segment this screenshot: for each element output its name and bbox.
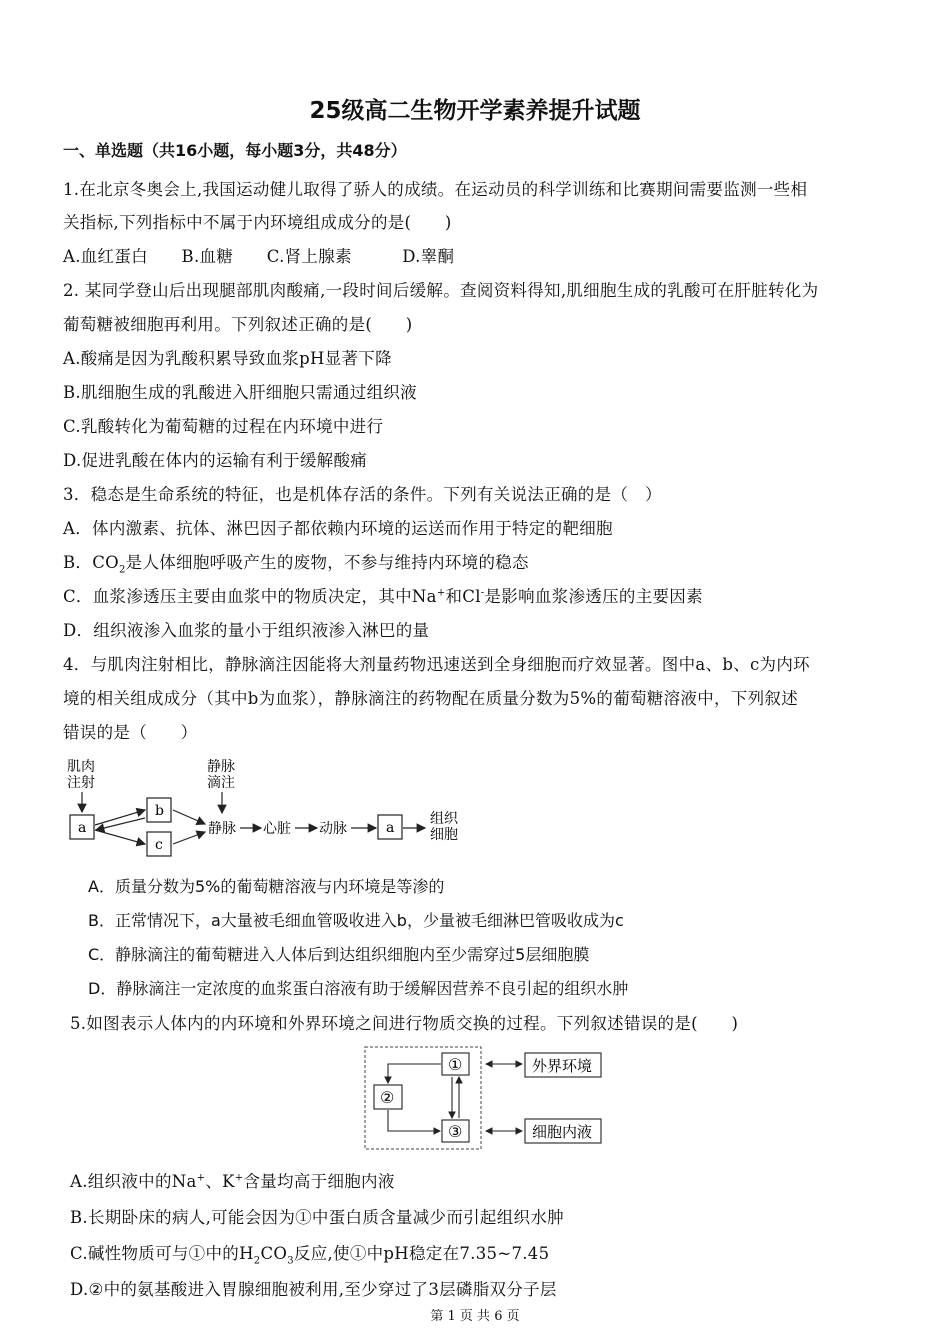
q4-box-c-label: c (155, 837, 163, 853)
q4-label-iv-drip-2: 滴注 (207, 775, 235, 791)
q5-node-1: ① (448, 1055, 463, 1074)
q4-stem-line1: 4．与肌肉注射相比，静脉滴注因能将大剂量药物迅速送到全身细胞而疗效显著。图中a、b、c为内环 (63, 655, 810, 674)
q3-option-b: B．$CO_2$是人体细胞呼吸产生的废物，不参与维持内环境的稳态 (63, 553, 529, 576)
q1-stem-line2: 关指标,下列指标中不属于内环境组成成分的是( ) (63, 213, 452, 232)
q4-option-c: C．静脉滴注的葡萄糖进入人体后到达组织细胞内至少需穿过5层细胞膜 (88, 945, 590, 964)
q5-option-b: B.长期卧床的病人,可能会因为①中蛋白质含量减少而引起组织水肿 (70, 1208, 564, 1227)
q1-stem-line1: 1.在北京冬奥会上,我国运动健儿取得了骄人的成绩。在运动员的科学训练和比赛期间需要监测一些相 (63, 180, 808, 199)
q2-option-a: A.酸痛是因为乳酸积累导致血浆pH显著下降 (63, 349, 392, 368)
q4-label-vein: 静脉 (208, 821, 236, 837)
q5-stem: 5.如图表示人体内的内环境和外界环境之间进行物质交换的过程。下列叙述错误的是( ) (70, 1014, 739, 1033)
q5-option-c: C.碱性物质可与①中的$H_2CO_3$反应,使①中pH稳定在7.35~7.45 (70, 1244, 550, 1267)
q4-box-b-label: b (155, 803, 164, 819)
q3-option-c: C．血浆渗透压主要由血浆中的物质决定，其中Na+和Cl-是影响血浆渗透压的主要因素 (63, 587, 703, 606)
q2-stem-line1: 2. 某同学登山后出现腿部肌肉酸痛,一段时间后缓解。查阅资料得知,肌细胞生成的乳酸可在肝脏转化为 (63, 281, 819, 300)
q1-options: A.血红蛋白 B.血糖 C.肾上腺素 D.睾酮 (63, 247, 455, 266)
q5-exchange-diagram (362, 1044, 612, 1152)
q5-node-2: ② (380, 1088, 395, 1107)
q4-option-b: B．正常情况下，a大量被毛细血管吸收进入b，少量被毛细淋巴管吸收成为c (88, 911, 624, 930)
q4-label-iv-drip-1: 静脉 (207, 759, 235, 775)
page-title: 25级高二生物开学素养提升试题 (309, 98, 641, 124)
section-heading: 一、单选题（共16小题，每小题3分，共48分） (63, 141, 407, 160)
q4-stem-line3: 错误的是（ ） (63, 723, 198, 742)
q4-label-tissue-cell-2: 细胞 (430, 827, 458, 843)
q4-label-artery: 动脉 (319, 821, 347, 837)
q5-node-3: ③ (448, 1122, 463, 1141)
q4-label-muscle-injection-1: 肌肉 (67, 759, 95, 775)
q4-box-a-right-label: a (386, 820, 395, 836)
q4-option-d: D．静脉滴注一定浓度的血浆蛋白溶液有助于缓解因营养不良引起的组织水肿 (88, 979, 629, 998)
q3-option-a: A．体内激素、抗体、淋巴因子都依赖内环境的运送而作用于特定的靶细胞 (63, 519, 613, 538)
q4-flow-diagram (60, 752, 480, 862)
q4-label-tissue-cell-1: 组织 (430, 811, 458, 827)
q4-label-heart: 心脏 (263, 821, 291, 837)
q2-option-b: B.肌细胞生成的乳酸进入肝细胞只需通过组织液 (63, 383, 417, 402)
q2-option-c: C.乳酸转化为葡萄糖的过程在内环境中进行 (63, 417, 384, 436)
q5-option-a: A.组织液中的Na+、K+含量均高于细胞内液 (70, 1172, 395, 1191)
q2-option-d: D.促进乳酸在体内的运输有利于缓解酸痛 (63, 451, 368, 470)
q5-outer-environment: 外界环境 (532, 1057, 593, 1075)
q4-option-a: A．质量分数为5%的葡萄糖溶液与内环境是等渗的 (88, 877, 445, 896)
page-footer: 第 1 页 共 6 页 (430, 1309, 520, 1324)
q3-option-d: D．组织液渗入血浆的量小于组织液渗入淋巴的量 (63, 621, 430, 640)
q2-stem-line2: 葡萄糖被细胞再利用。下列叙述正确的是( ) (63, 315, 413, 334)
q4-label-muscle-injection-2: 注射 (67, 775, 95, 791)
q4-box-a-label: a (78, 820, 87, 836)
q5-option-d: D.②中的氨基酸进入胃腺细胞被利用,至少穿过了3层磷脂双分子层 (70, 1280, 557, 1299)
q3-stem: 3．稳态是生命系统的特征，也是机体存活的条件。下列有关说法正确的是（ ） (63, 485, 662, 504)
q4-stem-line2: 境的相关组成成分（其中b为血浆），静脉滴注的药物配在质量分数为5%的葡萄糖溶液中，下列叙述 (63, 689, 798, 708)
q5-intracellular-fluid: 细胞内液 (532, 1123, 593, 1141)
